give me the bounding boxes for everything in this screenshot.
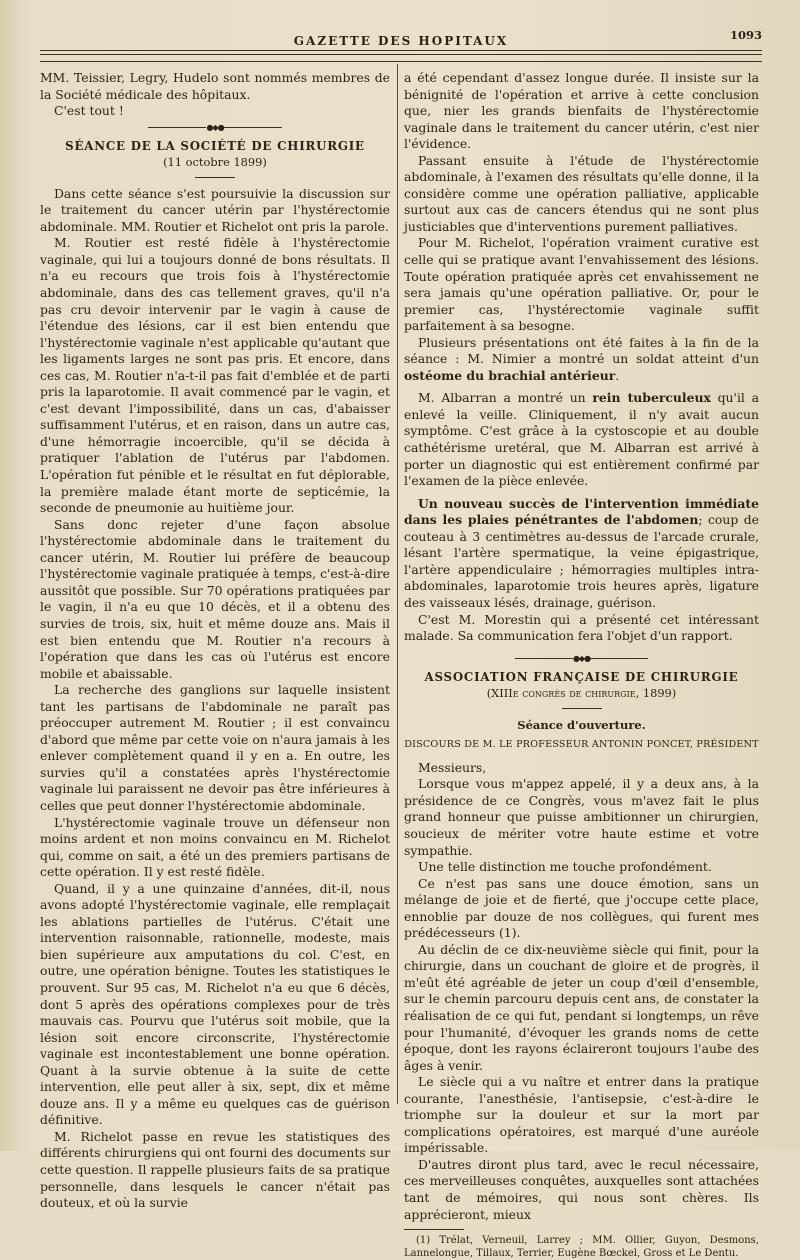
paragraph-abdominale: Passant ensuite à l'étude de l'hystérectomie abdominale, à l'examen des résultats qu'elle donne, il la considère comme une opération palliative, applicable surtout aux cas de cancers étendus qui ne sont plus justiciables que d'interventions purement palliatives. [404, 152, 759, 234]
association-title: ASSOCIATION FRANÇAISE DE CHIRURGIE [424, 669, 739, 684]
column-divider [397, 64, 398, 1104]
association-subtitle: (XIIIe congrès de chirurgie, 1899) [486, 686, 677, 701]
speech-paragraph-4: Au déclin de ce dix-neuvième siècle qui finit, pour la chirurgie, dans un couchant de gloire et de progrès, il m'eût été agréable de jeter un coup d'œil d'ensemble, sur le chemin parcouru depuis cent ans, de constater la réalisation de ce qui fut, pendant si longtemps, un rêve pour l'humanité, d'évoquer les grands noms de cette époque, dont les rayons éclaireront toujours l'aube des âges à venir. [404, 941, 759, 1073]
speech-paragraph-1: Lorsque vous m'appez appelé, il y a deux ans, à la présidence de ce Congrès, vous m'avez fait le plus grand honneur que puisse ambitionner un chirurgien, soucieux de mériter votre haute estime et votre sympathie. [404, 776, 759, 858]
intro-paragraph: MM. Teissier, Legry, Hudelo sont nommés membres de la Société médicale des hôpitaux. [40, 70, 390, 102]
paragraph-continuation: a été cependant d'assez longue durée. Il insiste sur la bénignité de l'opération et arrive à cette conclusion que, nier les grands bienfaits de l'hystérectomie vaginale dans le traitement du cancer utérin, c'est nier l'évidence. [404, 70, 759, 152]
albarran-paragraph [404, 390, 759, 489]
paragraph-routier-2: Sans donc rejeter d'une façon absolue l'hystérectomie abdominale dans le traitement du cancer utérin, M. Routier lui préfère de beaucoup l'hystérectomie vaginale pratiquée à temps, c'est-à-dire aussitôt que possible. Sur 70 opérations pratiquées par le vagin, il n'a eu que 10 décès, et il a obtenu des survies de trois, six, huit et même douze ans. Mais il est bien entendu que M. Routier n'a recours à l'opération que dans les cas où l'utérus est encore mobile et abaissable. [40, 516, 390, 681]
speech-paragraph-2: Une telle distinction me touche profondément. [418, 859, 712, 875]
speech-paragraph-6: D'autres diront plus tard, avec le recul nécessaire, ces merveilleuses conquêtes, auxquelles sont attachées tant de mémoires, qui nous sont chères. Ils apprécieront, mieux [404, 1156, 759, 1222]
association-ornament: ●◆● [404, 653, 759, 665]
speech-paragraph-5: Le siècle qui a vu naître et entrer dans la pratique courante, l'anesthésie, l'antisepsie, c'est-à-dire le triomphe sur la douleur et sur la mort par complications opératoires, est marqué d'une auréole impérissable. [404, 1074, 759, 1156]
albarran-before: M. Albarran a montré un [418, 390, 586, 406]
succes-after: ; coup de couteau à 3 centimètres au-dessus de l'arcade crurale, lésant l'artère spermatique, la veine épigastrique, l'artère appendiculaire ; hémorragies multiples intra-abdominales, laparotomie trois heures après, ligature des vaisseaux lésés, drainage, guérison. [404, 512, 759, 610]
speech-paragraph-3: Ce n'est pas sans une douce émotion, sans un mélange de joie et de fierté, que j'occupe cette place, ennoblie par douze de nos collègues, qui furent mes prédécesseurs (1). [404, 875, 759, 941]
nimier-bold: ostéome du brachial antérieur [404, 367, 616, 383]
left-column [40, 70, 390, 1211]
section-title: SÉANCE DE LA SOCIÉTÉ DE CHIRURGIE [65, 138, 365, 153]
morestin-paragraph: C'est M. Morestin qui a présenté cet intéressant malade. Sa communication fera l'objet d'un rapport. [404, 611, 759, 644]
seance-title: Séance d'ouverture. [517, 717, 646, 732]
paragraph-ganglions: La recherche des ganglions sur laquelle insistent tant les partisans de l'abdominale ne paraît pas préoccuper autrement M. Routier ; il est convaincu d'abord que même par cette voie on n'aura jamais à les enlever complètement quand il y en a. En outre, les survies qu'il a constatées après l'hystérectomie vaginale lui paraissent ne devoir pas être inférieures à celles que peut donner l'hystérectomie abdominale. [40, 682, 390, 813]
paragraph-discussion: Dans cette séance s'est poursuivie la discussion sur le traitement du cancer utérin par l'hystérectomie abdominale. MM. Routier et Richelot ont pris la parole. [40, 185, 390, 234]
paragraph-richelot-2: Quand, il y a une quinzaine d'années, dit-il, nous avons adopté l'hystérectomie vaginale, elle remplaçait les ablations partielles de l'utérus. C'était une intervention raisonnable, rationnelle, modeste, mais bien supérieure aux amputations du col. C'est, en outre, une opération bénigne. Toutes les statistiques le prouvent. Sur 95 cas, M. Richelot n'a eu que 6 décès, dont 5 après des opérations complexes pour de très mauvais cas. Pourvu que l'utérus soit mobile, que la lésion soit encore circonscrite, l'hystérectomie vaginale est incontestablement une bonne opération. Quant à la survie obtenue à la suite de cette intervention, elle peut aller à six, sept, dix et même douze ans. Il y a même eu quelques cas de guérison définitive. [40, 880, 390, 1128]
association-short-rule [562, 708, 602, 709]
succes-bold: Un nouveau succès de l'intervention immédiate dans les plaies pénétrantes de l'abdomen [404, 495, 759, 528]
nimier-text: M. Nimier a montré un soldat atteint d'un [467, 351, 759, 367]
footnote-rule [404, 1229, 464, 1230]
right-column [404, 70, 759, 1260]
header-rule-thick [40, 50, 762, 51]
section-short-rule [195, 177, 235, 178]
speech-salutation: Messieurs, [418, 759, 487, 775]
albarran-after: qu'il a enlevé la veille. Cliniquement, il n'y avait aucun symptôme. C'est grâce à la cystoscopie et au double cathétérisme uretéral, que M. Albarran est arrivé à porter un diagnostic qui est entièrement confirmé par l'examen de la pièce enlevée. [404, 390, 759, 489]
paragraph-richelot-1: L'hystérectomie vaginale trouve un défenseur non moins ardent et non moins convaincu en M. Richelot qui, comme on sait, a été un des premiers partisans de cette opération. Il y est resté fidèle. [40, 814, 390, 880]
nimier-after: . [615, 367, 620, 383]
discours-title: DISCOURS DE M. LE PROFESSEUR ANTONIN PONCET, PRÉSIDENT [404, 739, 759, 751]
paragraph-curative: Pour M. Richelot, l'opération vraiment curative est celle qui se pratique avant l'envahissement des lésions. Toute opération pratiquée après cet envahissement ne sera jamais qu'une opération palliative. Or, pour le premier cas, l'hystérectomie vaginale suffit parfaitement à sa besogne. [404, 235, 759, 334]
header-rule-bottom [40, 61, 762, 62]
presentations-intro [404, 335, 759, 385]
journal-title: GAZETTE DES HOPITAUX [293, 34, 509, 48]
paragraph-routier-1: M. Routier est resté fidèle à l'hystérectomie vaginale, qui lui a toujours donné de bons résultats. Il n'a eu recours que trois fois à l'hystérectomie abdominale, dans des cas tellement graves, qu'il n'a pas cru devoir intervenir par le vagin à cause de l'étendue des lésions, car il est bien entendu que l'hystérectomie vaginale n'est applicable qu'autant que les ligaments larges ne sont pas pris. Et encore, dans ces cas, M. Routier n'a-t-il pas fait d'emblée et de parti pris la laparotomie. Il avait commencé par le vagin, et c'est devant l'impossibilité, dans un cas, d'abaisser suffisamment l'utérus, et en raison, dans un autre cas, d'une hémorragie incoercible, qu'il se décida à pratiquer l'ablation de l'utérus par l'abdomen. L'opération fut pénible et le résultat en fut déplorable, la première malade étant morte de septicémie, la seconde de pneumonie au huitième jour. [40, 235, 390, 516]
page-header [40, 24, 762, 64]
presentations-intro-text: Plusieurs présentations ont été faites à la fin de la séance : [404, 334, 759, 367]
succes-paragraph [404, 496, 759, 612]
header-rule-thin [40, 54, 762, 55]
paragraph-richelot-3: M. Richelot passe en revue les statistiques des différents chirurgiens qui ont fourni des documents sur cette question. Il rappelle plusieurs faits de sa pratique personnelle, dans lesquels le cancer n'était pas douteux, et où la survie [40, 1128, 390, 1211]
page-number: 1093 [729, 28, 762, 42]
section-date: (11 octobre 1899) [163, 155, 267, 170]
footnote: (1) Trélat, Verneuil, Larrey ; MM. Ollier, Guyon, Desmons, Lannelongue, Tillaux, Terrier, Eugène Bœckel, Gross et Le Dentu. [404, 1235, 759, 1260]
albarran-bold: rein tuberculeux [592, 390, 711, 406]
section-ornament: ●◆● [40, 122, 390, 134]
intro-closing: C'est tout ! [54, 103, 124, 119]
